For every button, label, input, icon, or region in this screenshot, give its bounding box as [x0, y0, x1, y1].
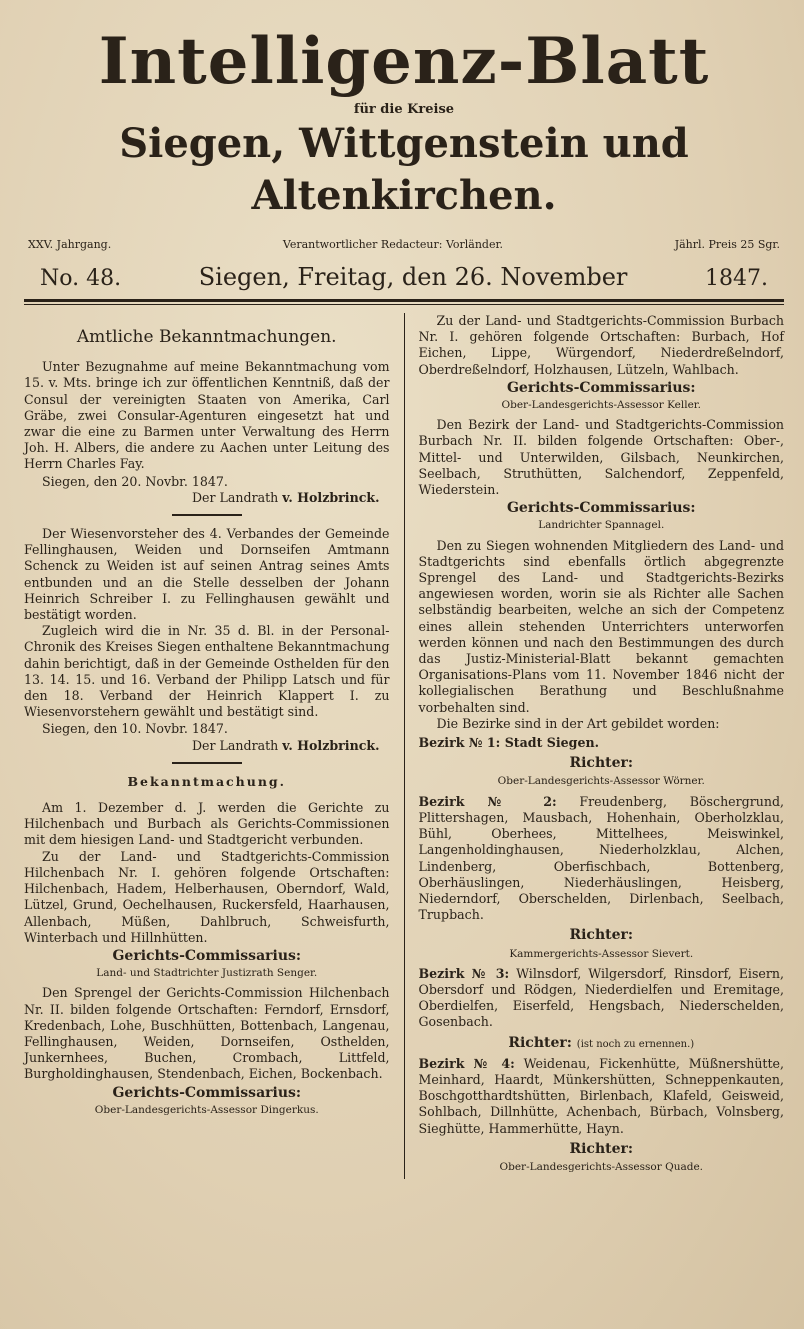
masthead-subtitle: für die Kreise — [353, 102, 455, 117]
bezirk-label: Bezirk № 4: — [418, 1055, 515, 1071]
article-text: Unter Bezugnahme auf meine Bekanntmachung vom 15. v. Mts. bringe ich zur öffentlichen Kenntniß, daß der Consul der vereinigten Staaten von Amerika, Carl Gräbe, zwei Consular-Agenturen eingesetzt hat und zwar die eine zu Barmen unter Verwaltung des Herrn Joh. H. Albers, die andere zu Aachen unter Leitung des Herrn Charles Fay. — [24, 359, 390, 472]
sig-prefix: Der Landrath — [191, 737, 279, 753]
header-rule — [24, 299, 784, 302]
subsection-title: Bekanntmachung. — [127, 773, 287, 789]
richter-heading: Richter: — [569, 755, 634, 772]
commissarius-person: Land- und Stadtrichter Justizrath Senger. — [96, 967, 318, 980]
bezirk-4 — [419, 1056, 785, 1137]
separator-rule — [172, 762, 242, 764]
commissarius-person: Ober-Landesgerichts-Assessor Keller. — [501, 399, 701, 412]
article-text: Am 1. Dezember d. J. werden die Gerichte zu Hilchenbach und Burbach als Gerichts-Commissionen mit dem hiesigen Land- und Stadtgericht verbunden. — [24, 800, 390, 848]
article-text: Die Bezirke sind in der Art gebildet worden: — [436, 715, 720, 731]
sig-name: v. Holzbrinck. — [282, 489, 380, 505]
commissarius-person: Landrichter Spannagel. — [538, 519, 665, 532]
bezirk-label: Bezirk № 2: — [418, 793, 557, 809]
article-text: Der Wiesenvorsteher des 4. Verbandes der Gemeinde Fellinghausen, Weiden und Dornseifen Amtmann Schenck zu Weiden ist auf seinen Antrag seines Amts entbunden und an die Stelle desselben der Johann Heinrich Schreiber I. zu Fellinghausen gewählt und bestätigt worden. — [24, 526, 390, 623]
bezirk-places: Freudenberg, Böschergrund, Plittershagen, Mausbach, Hohenhain, Oberholzklau, Bühl, Oberhees, Mittelhees, Meiswinkel, Langenholdinghausen, Niederholzklau, Alchen, Lindenberg, Oberfischbach, Bottenberg, Oberhäuslingen, Niederhäuslingen, Heisberg, Niederndorf, Oberschelden, Dirlenbach, Seelbach, Trupbach. — [418, 793, 785, 923]
separator-rule — [172, 514, 242, 516]
section-title: Amtliche Bekanntmachungen. — [76, 327, 337, 347]
redacteur: Verantwortlicher Redacteur: Vorländer. — [282, 238, 504, 251]
richter-heading: Richter: — [569, 1140, 634, 1157]
richter-person: Kammergerichts-Assessor Sievert. — [509, 947, 694, 960]
article-date: Siegen, den 20. Novbr. 1847. — [42, 473, 228, 489]
richter-person: Ober-Landesgerichts-Assessor Quade. — [499, 1160, 703, 1173]
article-date: Siegen, den 10. Novbr. 1847. — [42, 721, 228, 737]
richter-heading-line — [419, 1035, 785, 1053]
article-text: Den Sprengel der Gerichts-Commission Hilchenbach Nr. II. bilden folgende Ortschaften: Ferndorf, Ernsdorf, Kredenbach, Lohe, Buschhütten, Bottenbach, Langenau, Fellinghausen, Weiden, Dornseifen, Osthelden, Junkernhees, Buchen, Crombach, Littfeld, Burgholdinghausen, Stendenbach, Eichen, Bockenbach. — [24, 985, 390, 1082]
article-signature — [24, 738, 390, 754]
issue-place-date: Siegen, Freitag, den 26. November — [198, 263, 628, 291]
article-text: Den Bezirk der Land- und Stadtgerichts-Commission Burbach Nr. II. bilden folgende Ortschaften: Ober-, Mittel- und Unterwilden, Gilsbach, Neunkirchen, Seelbach, Struthütten, Salchendorf, Zeppenfeld, Wiederstein. — [418, 417, 785, 498]
price: Jährl. Preis 25 Sgr. — [674, 238, 780, 251]
bezirk-1 — [419, 735, 785, 751]
commissarius-heading: Gerichts-Commissarius: — [112, 1084, 302, 1101]
bezirk-places: Wilnsdorf, Wilgersdorf, Rinsdorf, Eisern, Obersdorf und Rödgen, Niederdielfen und Eremitage, Oberdielfen, Eiserfeld, Hengsbach, Niederschelden, Gosenbach. — [418, 965, 785, 1030]
meta-line — [24, 238, 784, 251]
commissarius-heading: Gerichts-Commissarius: — [506, 500, 696, 517]
jahrgang: XXV. Jahrgang. — [28, 238, 112, 251]
masthead-regions: Siegen, Wittgenstein und Altenkirchen. — [119, 120, 689, 219]
richter-heading: Richter: — [508, 1034, 572, 1051]
bezirk-label: Bezirk № 1: Stadt Siegen. — [418, 735, 600, 751]
article-text: Den zu Siegen wohnenden Mitgliedern des Land- und Stadtgerichts sind ebenfalls örtlich abgegrenzte Sprengel des Land- und Stadtgerichts-Bezirks angewiesen worden, worin sie als Richter alle Sachen selbständig bearbeiten, welche an sich der Competenz eines allein stehenden Unterrichters unterworfen werden können und nach den Bestimmungen des durch das Justiz-Ministerial-Blatt bekannt gemachten Organisations-Plans vom 11. November 1846 nicht der kollegialischen Berathung und Beschlußnahme vorbehalten sind. — [418, 537, 785, 715]
richter-heading: Richter: — [569, 927, 634, 944]
right-column — [405, 313, 785, 1179]
left-column — [24, 313, 404, 1179]
issue-line — [24, 263, 784, 291]
commissarius-heading: Gerichts-Commissarius: — [112, 947, 302, 964]
bezirk-places: Weidenau, Fickenhütte, Müßnershütte, Meinhard, Haardt, Münkershütten, Schneppenkauten, Boschgotthardtshütten, Birlenbach, Klafeld, Geisweid, Sohlbach, Dillnhütte, Achenbach, Bürbach, Volnsberg, Sieghütte, Hammerhütte, Hayn. — [418, 1055, 785, 1136]
sig-prefix: Der Landrath — [191, 489, 279, 505]
bezirk-label: Bezirk № 3: — [418, 965, 510, 981]
columns — [24, 313, 784, 1179]
bezirk-2 — [419, 794, 785, 924]
issue-year: 1847. — [705, 266, 768, 291]
issue-number: No. 48. — [40, 266, 122, 291]
sig-name: v. Holzbrinck. — [282, 737, 380, 753]
article-text: Zu der Land- und Stadtgerichts-Commission Burbach Nr. I. gehören folgende Ortschaften: Burbach, Hof Eichen, Lippe, Würgendorf, Niederdreßelndorf, Oberdreßelndorf, Holzhausen, Lützeln, Wahlbach. — [418, 313, 785, 377]
article-signature — [24, 490, 390, 506]
richter-person: Ober-Landesgerichts-Assessor Wörner. — [497, 775, 705, 788]
article-text: Zu der Land- und Stadtgerichts-Commission Hilchenbach Nr. I. gehören folgende Ortschaften: Hilchenbach, Hadem, Helberhausen, Oberndorf, Wald, Lützel, Grund, Oechelhausen, Ruckersfeld, Haarhausen, Allenbach, Müßen, Dahlbruch, Schweisfurth, Winterbach und Hillnhütten. — [24, 848, 390, 945]
article-text: Zugleich wird die in Nr. 35 d. Bl. in der Personal-Chronik des Kreises Siegen enthaltene Bekanntmachung dahin berichtigt, daß in der Gemeinde Osthelden für den 13. 14. 15. und 16. Verband der Philipp Latsch und für den 18. Verband der Heinrich Klappert I. zu Wiesenvorstehern gewählt und bestätigt sind. — [24, 623, 390, 720]
bezirk-3 — [419, 966, 785, 1031]
masthead-title: Intelligenz-Blatt — [98, 24, 710, 99]
commissarius-heading: Gerichts-Commissarius: — [506, 379, 696, 396]
header-rule-thin — [24, 304, 784, 305]
richter-note: (ist noch zu ernennen.) — [576, 1038, 695, 1050]
commissarius-person: Ober-Landesgerichts-Assessor Dingerkus. — [94, 1103, 319, 1116]
